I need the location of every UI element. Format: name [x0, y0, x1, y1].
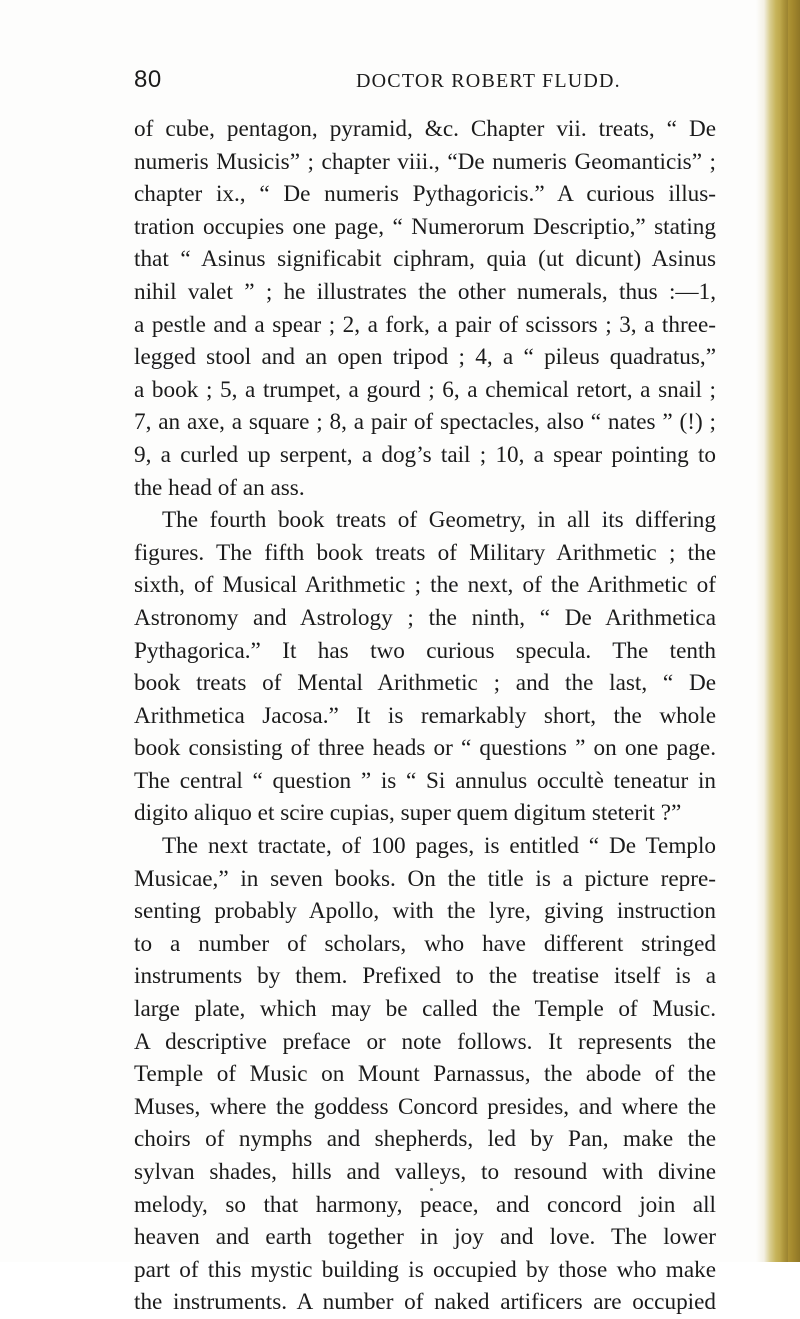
- text-line: the head of an ass.: [134, 474, 305, 501]
- text-line: book consisting of three heads or “ questions ” on one page.: [134, 735, 716, 762]
- page-binding-shadow: [780, 0, 788, 1262]
- page-binding-edge: [756, 0, 800, 1262]
- text-line: A descriptive preface or note follows. It represents the: [134, 1028, 716, 1055]
- text-line: sixth, of Musical Arithmetic ; the next, of the Arithmetic of: [134, 572, 716, 599]
- text-line: Muses, where the goddess Concord presides, and where the: [134, 1093, 716, 1120]
- text-line: chapter ix., “ De numeris Pythagoricis.” A curious illus-: [134, 181, 716, 208]
- text-line: 9, a curled up serpent, a dog’s tail ; 10, a spear pointing to: [134, 441, 716, 468]
- text-line: choirs of nymphs and shepherds, led by Pan, make the: [134, 1126, 716, 1153]
- text-line: The central “ question ” is “ Si annulus occultè teneatur in: [134, 767, 716, 794]
- text-line: a book ; 5, a trumpet, a gourd ; 6, a chemical retort, a snail ;: [134, 376, 716, 403]
- text-line: the instruments. A number of naked artificers are occupied: [134, 1289, 716, 1316]
- text-line: Temple of Music on Mount Parnassus, the abode of the: [134, 1061, 716, 1088]
- text-line: The next tractate, of 100 pages, is entitled “ De Templo: [162, 833, 716, 860]
- text-line: instruments by them. Prefixed to the treatise itself is a: [134, 963, 716, 990]
- text-line: figures. The fifth book treats of Military Arithmetic ; the: [134, 539, 716, 566]
- text-line: Astronomy and Astrology ; the ninth, “ De Arithmetica: [134, 604, 716, 631]
- text-line: to a number of scholars, who have different stringed: [134, 930, 716, 957]
- print-speck: [430, 1188, 433, 1191]
- text-line: Pythagorica.” It has two curious specula. The tenth: [134, 637, 716, 664]
- text-line: of cube, pentagon, pyramid, &c. Chapter vii. treats, “ De: [134, 116, 716, 142]
- text-line: melody, so that harmony, peace, and concord join all: [134, 1191, 716, 1218]
- text-line: book treats of Mental Arithmetic ; and the last, “ De: [134, 670, 716, 697]
- text-line: The fourth book treats of Geometry, in all its differing: [162, 507, 716, 534]
- text-line: part of this mystic building is occupied by those who make: [134, 1256, 716, 1283]
- running-title: DOCTOR ROBERT FLUDD.: [356, 70, 621, 92]
- text-line: senting probably Apollo, with the lyre, giving instruction: [134, 898, 716, 925]
- text-line: nihil valet ” ; he illustrates the other numerals, thus :—1,: [134, 278, 716, 305]
- text-line: digito aliquo et scire cupias, super quem digitum steterit ?”: [134, 800, 682, 827]
- text-line: a pestle and a spear ; 2, a fork, a pair of scissors ; 3, a three-: [134, 311, 716, 338]
- text-line: tration occupies one page, “ Numerorum Descriptio,” stating: [134, 213, 716, 240]
- text-line: sylvan shades, hills and valleys, to resound with divine: [134, 1159, 716, 1185]
- text-line: large plate, which may be called the Temple of Music.: [134, 996, 716, 1023]
- text-line: legged stool and an open tripod ; 4, a “ pileus quadratus,”: [134, 344, 716, 371]
- text-line: that “ Asinus significabit ciphram, quia (ut dicunt) Asinus: [134, 246, 716, 273]
- page-number: 80: [134, 66, 162, 93]
- body-text: [134, 113, 716, 1319]
- text-line: 7, an axe, a square ; 8, a pair of spectacles, also “ nates ” (!) ;: [134, 409, 716, 436]
- text-line: numeris Musicis” ; chapter viii., “De numeris Geomanticis” ;: [134, 148, 716, 175]
- text-line: heaven and earth together in joy and love. The lower: [134, 1224, 716, 1251]
- text-line: Arithmetica Jacosa.” It is remarkably short, the whole: [134, 702, 716, 729]
- page-header: [134, 66, 714, 106]
- text-line: Musicae,” in seven books. On the title is a picture repre-: [134, 865, 716, 892]
